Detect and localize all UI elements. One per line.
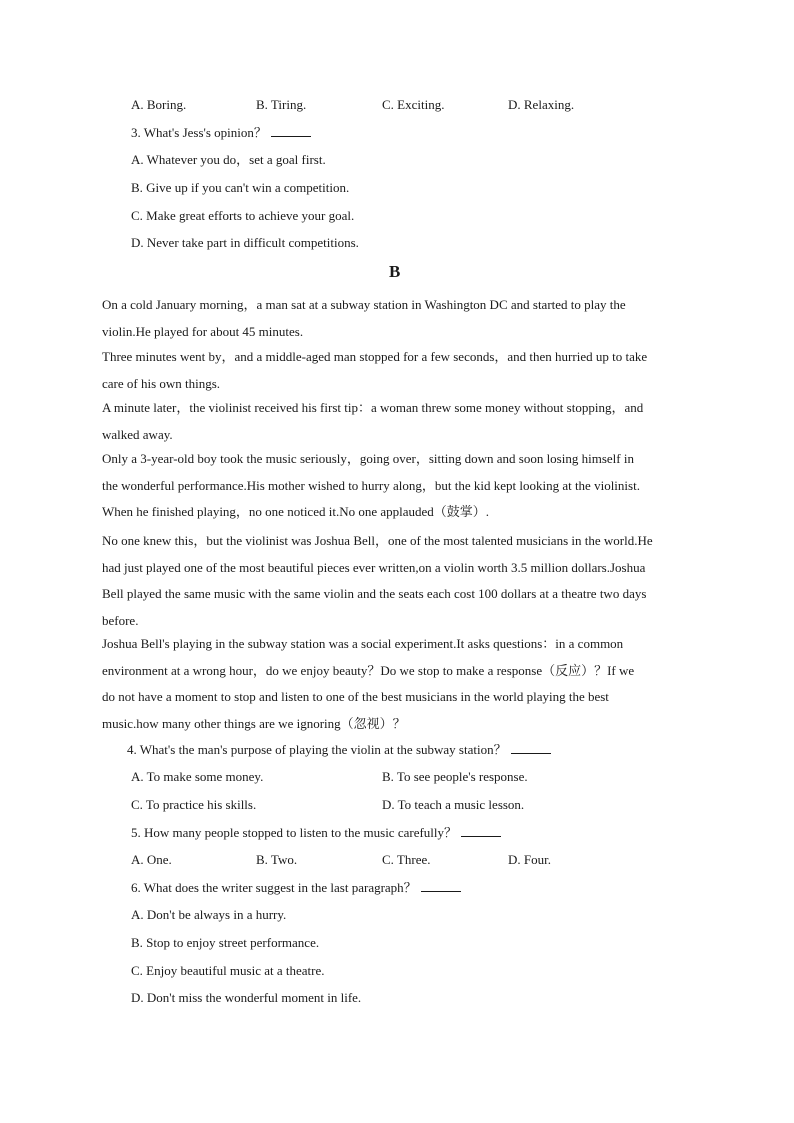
- passage-line: Only a 3-year-old boy took the music seriously，going over，sitting down and soon losing himself in: [102, 451, 634, 466]
- q6-question: 6. What does the writer suggest in the last paragraph？: [131, 880, 461, 896]
- passage-line: Bell played the same music with the same violin and the seats each cost 100 dollars at a theatre two days: [102, 586, 647, 601]
- passage-line: violin.He played for about 45 minutes.: [102, 323, 304, 339]
- q3-option-a: A. Whatever you do，set a goal first.: [131, 152, 326, 167]
- answer-blank: [511, 742, 551, 754]
- passage-line: walked away.: [102, 426, 173, 442]
- passage-line: music.how many other things are we ignoring（忽视）？: [102, 715, 406, 731]
- q2-option-a: A. Boring.: [131, 97, 187, 112]
- passage-paragraph-4: [102, 446, 694, 526]
- q5-question: 5. How many people stopped to listen to the music carefully？: [131, 825, 501, 841]
- q2-option-b: B. Tiring.: [256, 97, 307, 112]
- q4-option-b: B. To see people's response.: [382, 769, 528, 784]
- passage-line: before.: [102, 612, 139, 628]
- q6-option-a: A. Don't be always in a hurry.: [131, 907, 287, 922]
- passage-line: On a cold January morning，a man sat at a subway station in Washington DC and started to play the: [102, 297, 626, 312]
- passage-paragraph-5: [102, 528, 694, 634]
- passage-line: No one knew this，but the violinist was Joshua Bell，one of the most talented musicians in the world.He: [102, 533, 653, 548]
- passage-line: Three minutes went by，and a middle-aged man stopped for a few seconds，and then hurried up to take: [102, 349, 648, 364]
- passage-line: environment at a wrong hour，do we enjoy beauty？Do we stop to make a response（反应）？If we: [102, 662, 635, 678]
- q4-option-c: C. To practice his skills.: [131, 797, 257, 812]
- q4-question: 4. What's the man's purpose of playing the violin at the subway station？: [127, 742, 551, 758]
- passage-line: When he finished playing，no one noticed it.No one applauded（鼓掌）.: [102, 504, 490, 519]
- answer-blank: [271, 125, 311, 137]
- passage-paragraph-6: [102, 631, 694, 737]
- answer-blank: [461, 825, 501, 837]
- passage-paragraph-2: [102, 344, 694, 397]
- q5-option-b: B. Two.: [256, 852, 298, 867]
- q4-option-a: A. To make some money.: [131, 769, 264, 784]
- passage-line: care of his own things.: [102, 375, 221, 391]
- passage-line: the wonderful performance.His mother wished to hurry along，but the kid kept looking at the violinist.: [102, 477, 640, 493]
- q5-option-d: D. Four.: [508, 852, 551, 867]
- section-heading: B: [389, 262, 401, 281]
- q6-option-c: C. Enjoy beautiful music at a theatre.: [131, 963, 325, 978]
- q5-option-a: A. One.: [131, 852, 172, 867]
- q3-question: 3. What's Jess's opinion？: [131, 125, 311, 141]
- passage-line: had just played one of the most beautiful pieces ever written,on a violin worth 3.5 million dollars.Joshua: [102, 559, 646, 575]
- q2-option-c: C. Exciting.: [382, 97, 445, 112]
- answer-blank: [421, 880, 461, 892]
- q3-option-b: B. Give up if you can't win a competition.: [131, 180, 350, 195]
- q3-option-d: D. Never take part in difficult competitions.: [131, 235, 359, 250]
- passage-paragraph-1: [102, 292, 694, 345]
- q2-option-d: D. Relaxing.: [508, 97, 575, 112]
- passage-line: do not have a moment to stop and listen to one of the best musicians in the world playing the best: [102, 689, 609, 704]
- q5-option-c: C. Three.: [382, 852, 431, 867]
- passage-line: A minute later，the violinist received his first tip：a woman threw some money without stopping，and: [102, 400, 644, 415]
- q6-option-b: B. Stop to enjoy street performance.: [131, 935, 320, 950]
- q4-option-d: D. To teach a music lesson.: [382, 797, 525, 812]
- q3-option-c: C. Make great efforts to achieve your goal.: [131, 208, 355, 223]
- passage-line: Joshua Bell's playing in the subway station was a social experiment.It asks questions：in a common: [102, 636, 624, 651]
- passage-paragraph-3: [102, 395, 694, 448]
- q6-option-d: D. Don't miss the wonderful moment in life.: [131, 990, 362, 1005]
